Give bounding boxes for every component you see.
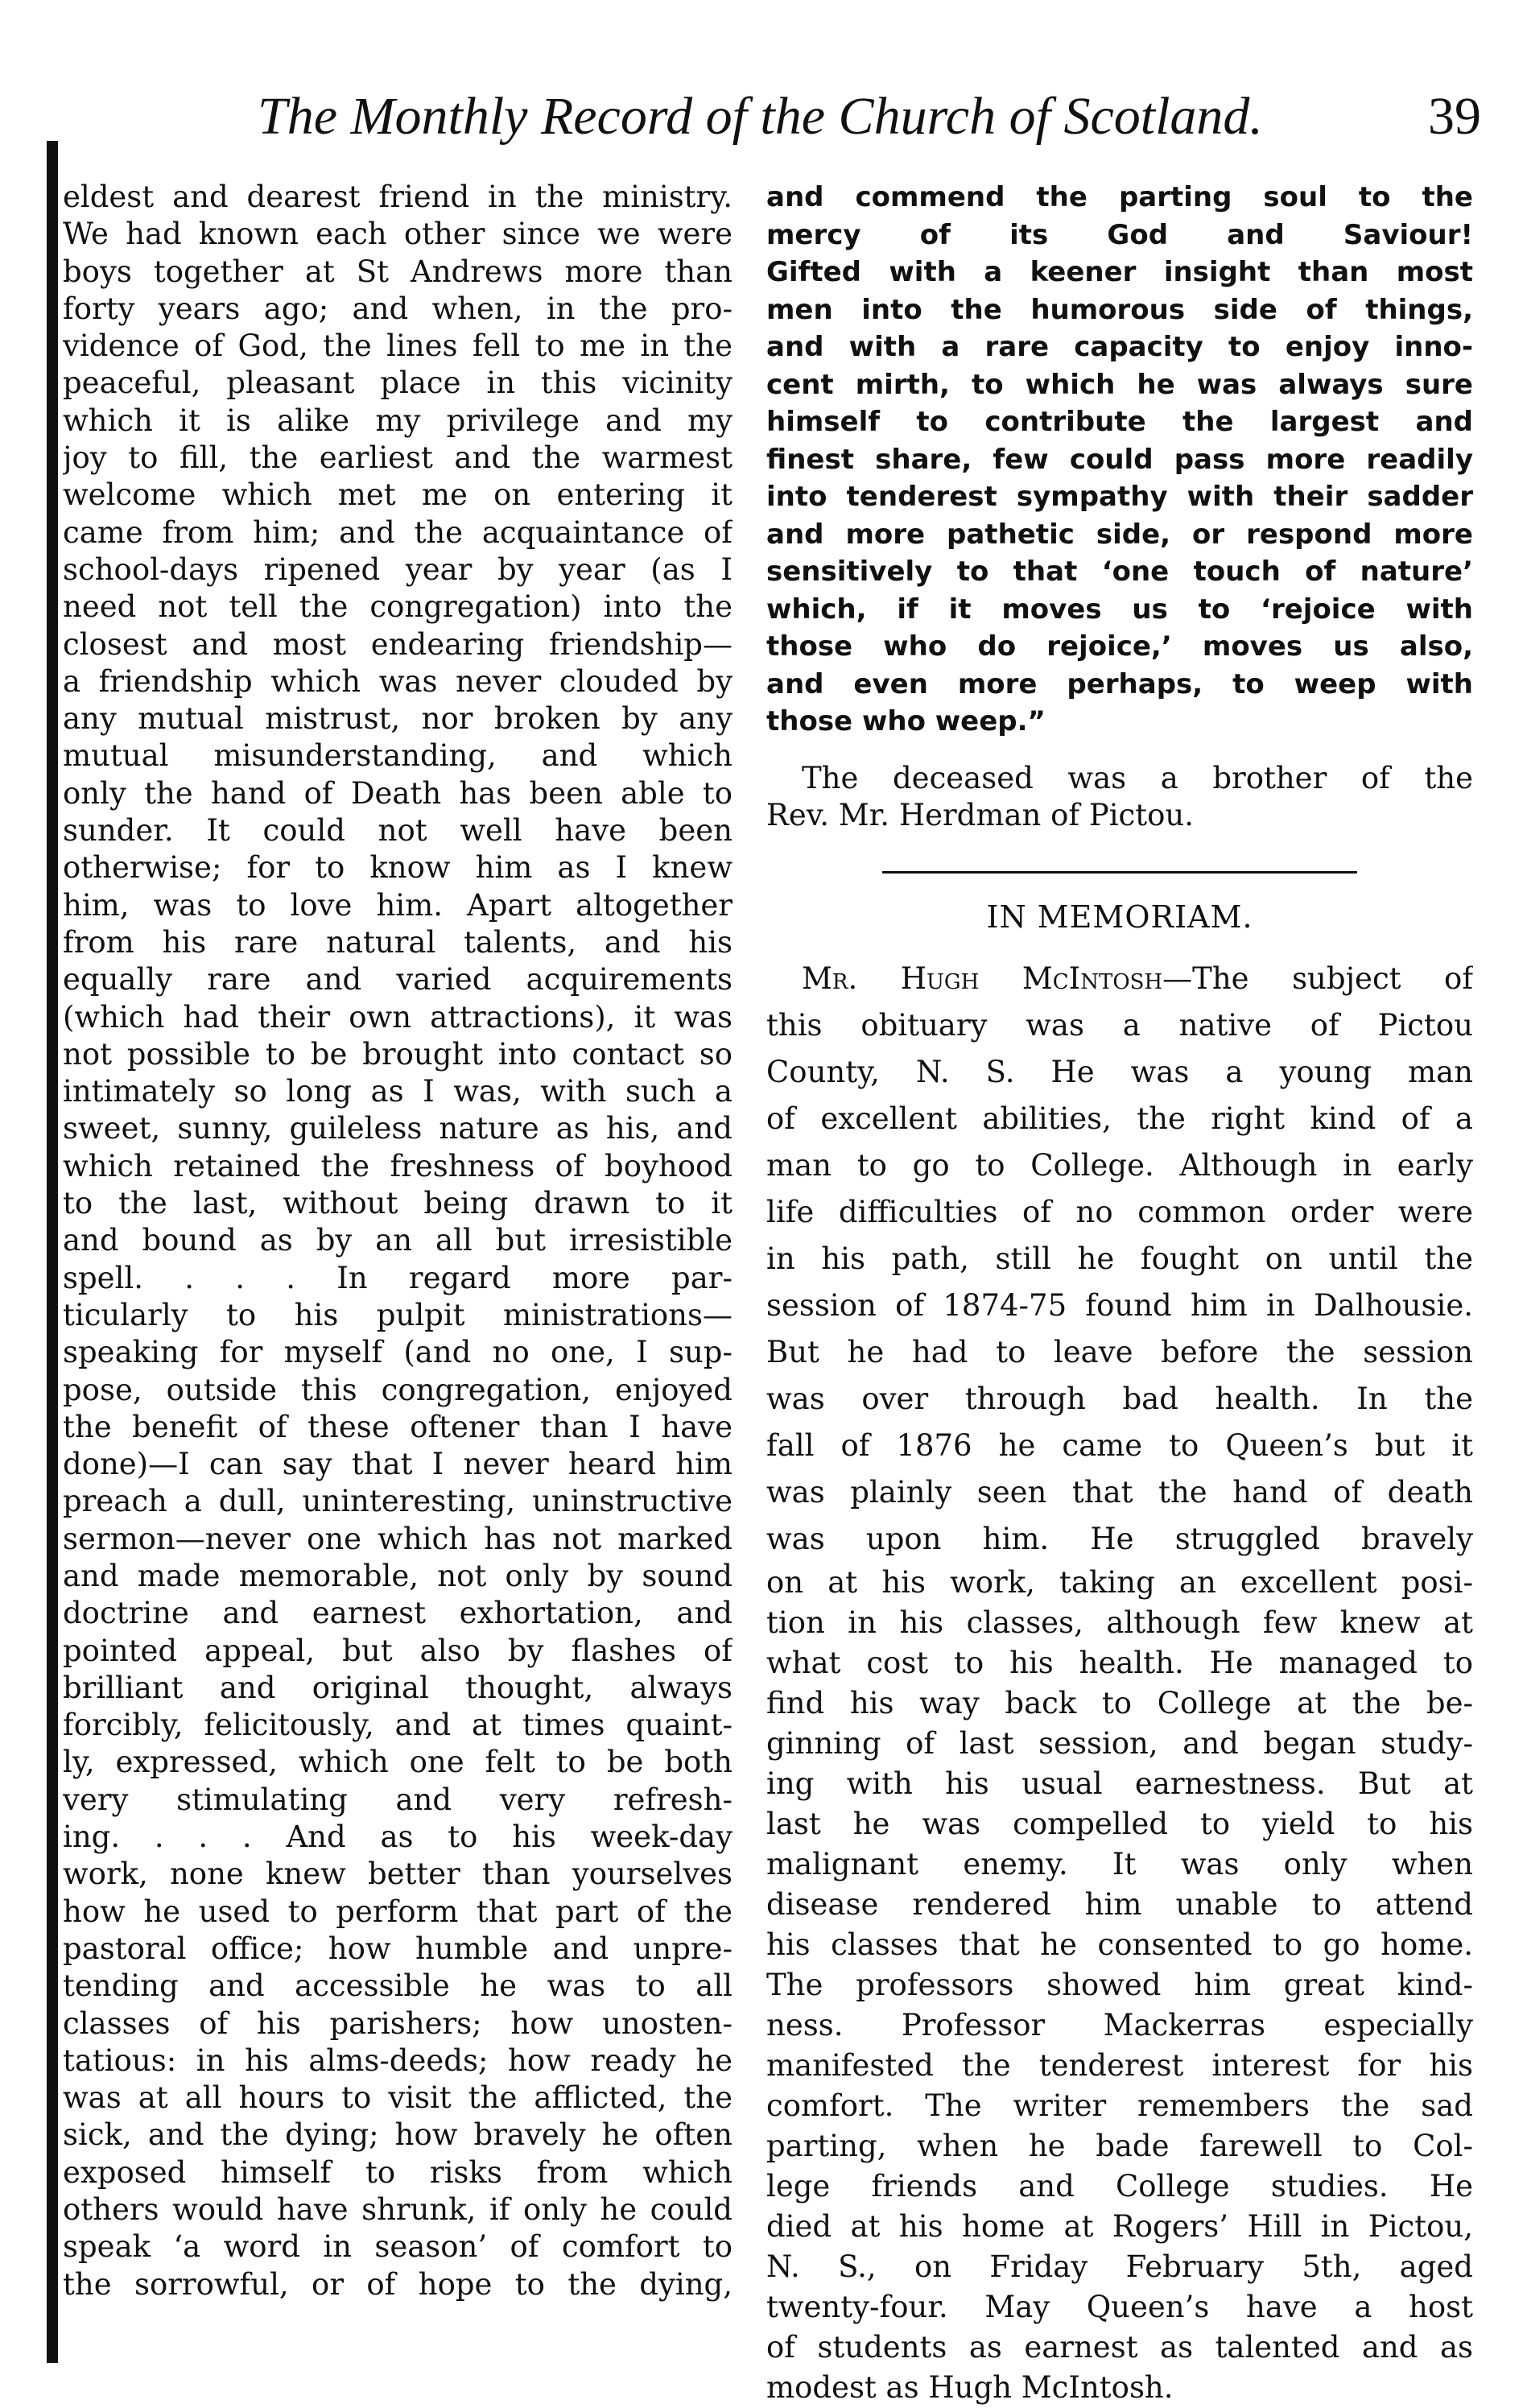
obituary-line: last he was compelled to yield to his [766, 1807, 1473, 1842]
left-column-line: sunder. It could not well have been [63, 813, 733, 849]
quote-line: cent mirth, to which he was always sure [766, 368, 1473, 401]
page-number: 39 [1428, 87, 1481, 146]
left-column-line: to the last, without being drawn to it [63, 1186, 733, 1221]
left-column-line: came from him; and the acquaintance of [63, 514, 733, 550]
left-column-line: forcibly, felicitously, and at times quaint- [63, 1708, 733, 1743]
obituary-line: session of 1874-75 found him in Dalhousie. [766, 1288, 1473, 1324]
left-column [63, 179, 733, 2303]
left-column-line: ticularly to his pulpit ministrations— [63, 1297, 733, 1332]
obituary-name: Mr. Hugh McIntosh [802, 961, 1163, 997]
quote-line: himself to contribute the largest and [766, 406, 1473, 438]
quote-line: and even more perhaps, to weep with [766, 667, 1473, 700]
obituary-line: was over through bad health. In the [766, 1382, 1473, 1417]
obituary-line: in his path, still he fought on until the [766, 1241, 1473, 1277]
obituary-line: died at his home at Rogers’ Hill in Pictou, [766, 2209, 1473, 2245]
quote-line: and commend the parting soul to the [766, 181, 1473, 213]
left-column-line: equally rare and varied acquirements [63, 962, 733, 997]
left-column-line: speaking for myself (and no one, I sup- [63, 1335, 733, 1370]
brother-note [766, 760, 1473, 835]
obituary-line: modest as Hugh McIntosh. [766, 2370, 1174, 2406]
left-column-line: tatious: in his alms-deeds; how ready he [63, 2042, 733, 2078]
quote-line: those who do rejoice,’ moves us also, [766, 630, 1473, 663]
left-column-line: tending and accessible he was to all [63, 1968, 733, 2004]
left-column-line: exposed himself to risks from which [63, 2154, 733, 2190]
obituary-line: fall of 1876 he came to Queen’s but it [766, 1428, 1473, 1464]
obituary-line: twenty-four. May Queen’s have a host [766, 2290, 1473, 2325]
obituary-paragraph-continued [766, 1563, 1473, 2408]
left-column-line: doctrine and earnest exhortation, and [63, 1596, 733, 1631]
left-column-line: sermon—never one which has not marked [63, 1521, 733, 1556]
left-column-line: only the hand of Death has been able to [63, 775, 733, 811]
left-column-line: others would have shrunk, if only he could [63, 2192, 733, 2228]
right-column [766, 179, 1473, 2408]
obituary-line: his classes that he consented to go home. [766, 1927, 1473, 1963]
obituary-line: disease rendered him unable to attend [766, 1887, 1473, 1923]
brother-note-line: Rev. Mr. Herdman of Pictou. [766, 797, 1195, 832]
left-column-line: work, none knew better than yourselves [63, 1857, 733, 1892]
obituary-first-line [766, 956, 1473, 1002]
obituary-line: But he had to leave before the session [766, 1335, 1473, 1370]
running-header [258, 81, 1481, 153]
obituary-line: what cost to his health. He managed to [766, 1646, 1473, 1681]
left-column-line: which it is alike my privilege and my [63, 403, 733, 438]
obituary-line: this obituary was a native of Pictou [766, 1008, 1473, 1043]
left-column-line: mutual misunderstanding, and which [63, 738, 733, 774]
left-column-line: otherwise; for to know him as I knew [63, 850, 733, 886]
obituary-line: County, N. S. He was a young man [766, 1055, 1473, 1090]
obituary-line: was upon him. He struggled bravely [766, 1522, 1473, 1557]
left-column-line: and bound as by an all but irresistible [63, 1223, 733, 1258]
left-column-line: closest and most endearing friendship— [63, 626, 733, 662]
journal-title: The Monthly Record of the Church of Scotland. [258, 87, 1263, 146]
quote-line: into tenderest sympathy with their sadder [766, 481, 1473, 513]
quote-line: and more pathetic side, or respond more [766, 518, 1473, 551]
obituary-line: life difficulties of no common order were [766, 1195, 1473, 1230]
left-column-line: eldest and dearest friend in the ministry. [63, 180, 733, 214]
left-column-line: done)—I can say that I never heard him [63, 1447, 733, 1482]
left-column-line: from his rare natural talents, and his [63, 924, 733, 960]
left-column-line: the benefit of these oftener than I have [63, 1409, 733, 1444]
quote-line: and with a rare capacity to enjoy inno- [766, 331, 1473, 363]
obituary-line: was plainly seen that the hand of death [766, 1475, 1473, 1510]
left-column-line: speak ‘a word in season’ of comfort to [63, 2229, 733, 2265]
obituary-line: ginning of last session, and began study- [766, 1726, 1473, 1762]
left-column-line: a friendship which was never clouded by [63, 663, 733, 699]
quote-line: mercy of its God and Saviour! [766, 218, 1473, 251]
obituary-paragraph [766, 956, 1473, 1563]
obituary-line: ing with his usual earnestness. But at [766, 1766, 1473, 1802]
left-column-line: and made memorable, not only by sound [63, 1558, 733, 1593]
sermon-quote-continuation [766, 179, 1473, 741]
left-column-line: any mutual mistrust, nor broken by any [63, 701, 733, 737]
obituary-line: man to go to College. Although in early [766, 1148, 1473, 1183]
left-column-line: vidence of God, the lines fell to me in the [63, 328, 733, 364]
left-column-line: intimately so long as I was, with such a [63, 1074, 733, 1109]
left-column-line: need not tell the congregation) into the [63, 589, 733, 625]
quote-line: which, if it moves us to ‘rejoice with [766, 593, 1473, 626]
left-column-line: ing. . . . And as to his week-day [63, 1819, 733, 1855]
left-column-line: preach a dull, uninteresting, uninstructive [63, 1484, 733, 1519]
obituary-line: The professors showed him great kind- [766, 1968, 1473, 2003]
obituary-line: ness. Professor Mackerras especially [766, 2008, 1473, 2043]
quote-line: Gifted with a keener insight than most [766, 256, 1473, 288]
binding-edge-rule [47, 141, 58, 2363]
quote-line: those who weep.” [766, 705, 1046, 737]
left-column-line: school-days ripened year by year (as I [63, 551, 733, 587]
obituary-line: of excellent abilities, the right kind of a [766, 1101, 1473, 1137]
left-column-line: was at all hours to visit the afflicted, the [63, 2080, 733, 2116]
paragraph-gap [766, 741, 1473, 760]
obituary-line: N. S., on Friday February 5th, aged [766, 2249, 1473, 2285]
obituary-first-line-text: —The subject of [1162, 961, 1473, 997]
left-column-line: boys together at St Andrews more than [63, 254, 733, 289]
section-heading: IN MEMORIAM. [986, 899, 1253, 936]
obituary-line: tion in his classes, although few knew at [766, 1605, 1473, 1641]
obituary-line: manifested the tenderest interest for his [766, 2048, 1473, 2084]
left-column-line: which retained the freshness of boyhood [63, 1148, 733, 1183]
obituary-line: parting, when he bade farewell to Col- [766, 2129, 1473, 2164]
left-column-line: not possible to be brought into contact so [63, 1036, 733, 1072]
left-column-line: pose, outside this congregation, enjoyed [63, 1372, 733, 1407]
quote-line: sensitively to that ‘one touch of nature’ [766, 556, 1473, 588]
obituary-line: lege friends and College studies. He [766, 2169, 1473, 2204]
left-column-line: him, was to love him. Apart altogether [63, 887, 733, 923]
quote-line: finest share, few could pass more readily [766, 443, 1473, 476]
left-column-line: pastoral office; how humble and unpre- [63, 1931, 733, 1966]
left-column-line: how he used to perform that part of the [63, 1894, 733, 1929]
left-column-line: classes of his parishers; how unosten- [63, 2005, 733, 2041]
obituary-line: on at his work, taking an excellent posi- [766, 1565, 1473, 1601]
left-column-line: We had known each other since we were [63, 217, 733, 252]
obituary-line: of students as earnest as talented and as [766, 2330, 1473, 2365]
left-column-line: the sorrowful, or of hope to the dying, [63, 2266, 733, 2302]
left-column-line: peaceful, pleasant place in this vicinity [63, 366, 733, 401]
left-column-line: (which had their own attractions), it was [63, 999, 733, 1035]
obituary-line: comfort. The writer remembers the sad [766, 2088, 1473, 2124]
quote-line: men into the humorous side of things, [766, 293, 1473, 326]
left-column-line: spell. . . . In regard more par- [63, 1260, 733, 1295]
left-column-line: welcome which met me on entering it [63, 477, 733, 513]
left-column-line: forty years ago; and when, in the pro- [63, 291, 733, 326]
left-column-line: sick, and the dying; how bravely he often [63, 2117, 733, 2153]
brother-note-line: The deceased was a brother of the [802, 760, 1473, 795]
section-divider [882, 871, 1357, 874]
left-column-line: joy to fill, the earliest and the warmest [63, 440, 733, 476]
obituary-line: malignant enemy. It was only when [766, 1847, 1473, 1882]
left-column-line: pointed appeal, but also by flashes of [63, 1633, 733, 1668]
left-column-line: sweet, sunny, guileless nature as his, and [63, 1111, 733, 1146]
left-column-line: very stimulating and very refresh- [63, 1782, 733, 1817]
obituary-line: find his way back to College at the be- [766, 1686, 1473, 1721]
left-column-line: brilliant and original thought, always [63, 1670, 733, 1705]
left-column-line: ly, expressed, which one felt to be both [63, 1745, 733, 1780]
